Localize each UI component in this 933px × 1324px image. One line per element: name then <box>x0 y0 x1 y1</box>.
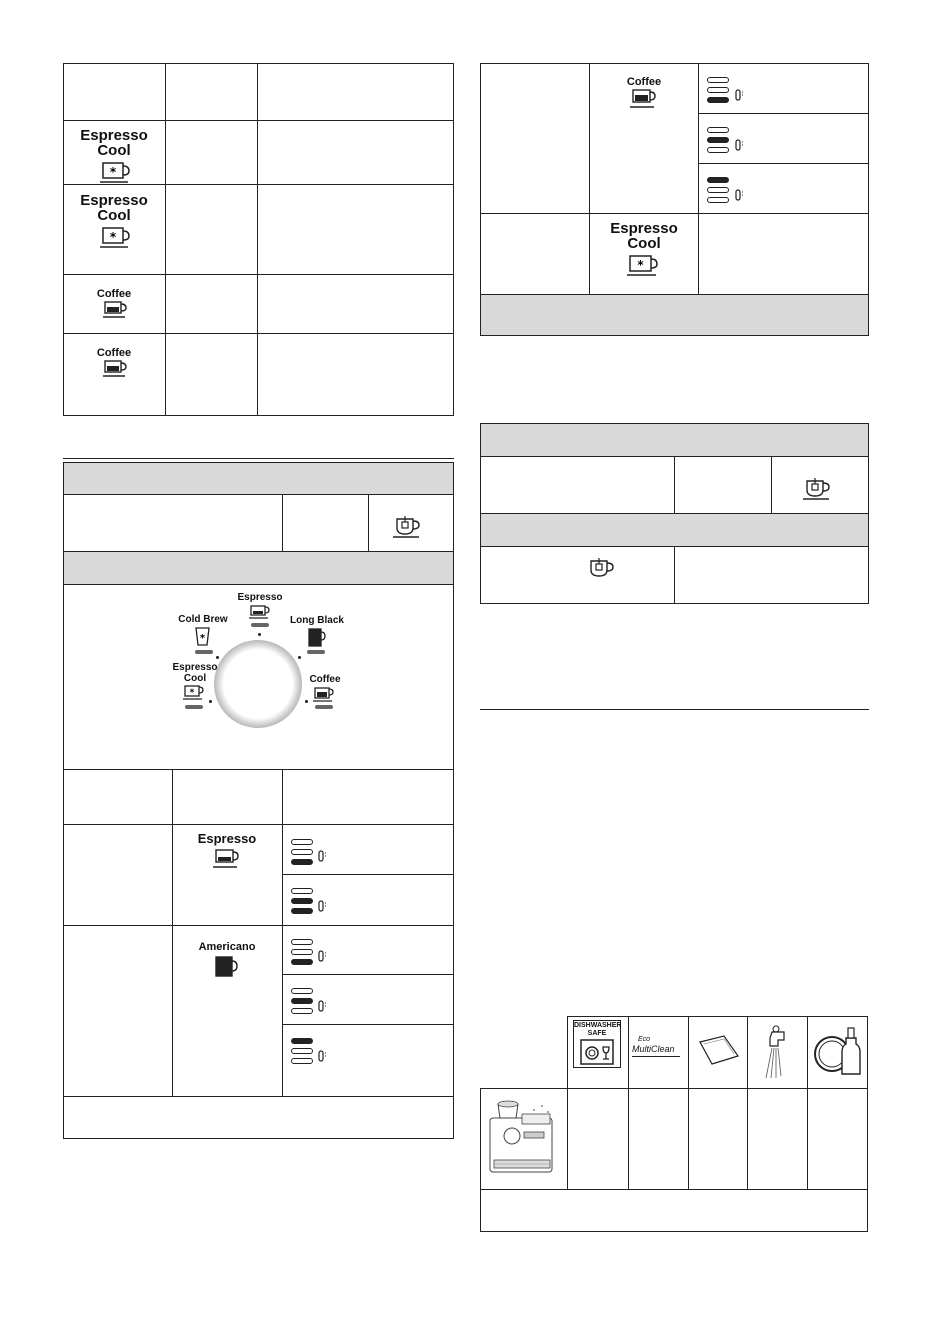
dial-espresso-cool-label: Espresso Cool <box>172 662 218 684</box>
thermometer-icon <box>735 189 743 201</box>
coffee-label: Coffee <box>626 76 662 88</box>
espresso-cup-icon <box>249 604 273 620</box>
gray-band <box>480 294 869 336</box>
espresso-label: Espresso <box>197 831 257 846</box>
cloth-icon <box>694 1030 742 1070</box>
espresso-cool-cup-icon <box>100 160 134 186</box>
eco-multiclean-icon: Eco MultiClean <box>632 1036 686 1062</box>
svg-text:*: * <box>109 165 117 179</box>
americano-cup-icon <box>213 955 241 979</box>
espresso-cool-label: Espresso Cool <box>610 220 678 252</box>
americano-label: Americano <box>198 941 256 953</box>
tea-cup-icon <box>587 556 617 580</box>
cold-brew-glass-icon <box>194 626 212 648</box>
coffee-cup-icon <box>103 300 131 320</box>
tea-cup-icon <box>393 514 423 540</box>
strength-indicator <box>291 988 313 1018</box>
long-black-cup-icon <box>307 627 327 649</box>
strength-indicator <box>291 939 313 969</box>
strength-indicator <box>291 839 313 869</box>
thermometer-icon <box>318 850 326 862</box>
thermometer-icon <box>735 139 743 151</box>
espresso-cool-label: Espresso Cool <box>80 192 148 224</box>
thermometer-icon <box>318 950 326 962</box>
divider <box>480 709 869 710</box>
svg-text:*: * <box>109 230 117 244</box>
strength-indicator <box>707 77 729 107</box>
coffee-cup-icon <box>313 686 337 704</box>
selector-dial[interactable] <box>214 640 302 728</box>
espresso-cool-cup-icon <box>183 684 207 702</box>
dishwasher-safe-label: DISHWASHER SAFE <box>574 1022 622 1037</box>
dial-espresso-label: Espresso <box>237 592 283 603</box>
strength-indicator <box>707 127 729 157</box>
espresso-cup-icon <box>213 848 243 870</box>
coffee-label: Coffee <box>96 288 132 300</box>
svg-text:*: * <box>189 688 195 698</box>
strength-indicator <box>291 1038 313 1068</box>
dial-cold-brew-label: Cold Brew <box>178 614 228 625</box>
strength-indicator <box>291 888 313 918</box>
tea-cup-icon <box>803 476 833 502</box>
gray-band <box>63 551 454 585</box>
gray-band <box>480 423 869 457</box>
thermometer-icon <box>318 900 326 912</box>
svg-text:*: * <box>199 633 206 644</box>
gray-band <box>63 462 454 495</box>
tap-water-icon <box>758 1022 794 1082</box>
espresso-cool-cup-icon <box>100 225 134 251</box>
dish-soap-icon <box>812 1024 864 1078</box>
espresso-cool-label: Espresso Cool <box>80 127 148 159</box>
strength-indicator <box>707 177 729 207</box>
divider <box>63 458 454 459</box>
gray-band <box>480 513 869 547</box>
dial-coffee-label: Coffee <box>309 674 341 685</box>
thermometer-icon <box>318 1050 326 1062</box>
dial-long-black-label: Long Black <box>290 615 344 626</box>
coffee-cup-icon <box>103 359 131 379</box>
thermometer-icon <box>318 1000 326 1012</box>
thermometer-icon <box>735 89 743 101</box>
espresso-machine-illustration <box>484 1094 564 1182</box>
dishwasher-safe-icon <box>573 1020 621 1068</box>
svg-text:*: * <box>637 258 644 272</box>
coffee-cup-icon <box>630 88 660 110</box>
coffee-label: Coffee <box>96 347 132 359</box>
espresso-cool-cup-icon <box>627 253 663 279</box>
